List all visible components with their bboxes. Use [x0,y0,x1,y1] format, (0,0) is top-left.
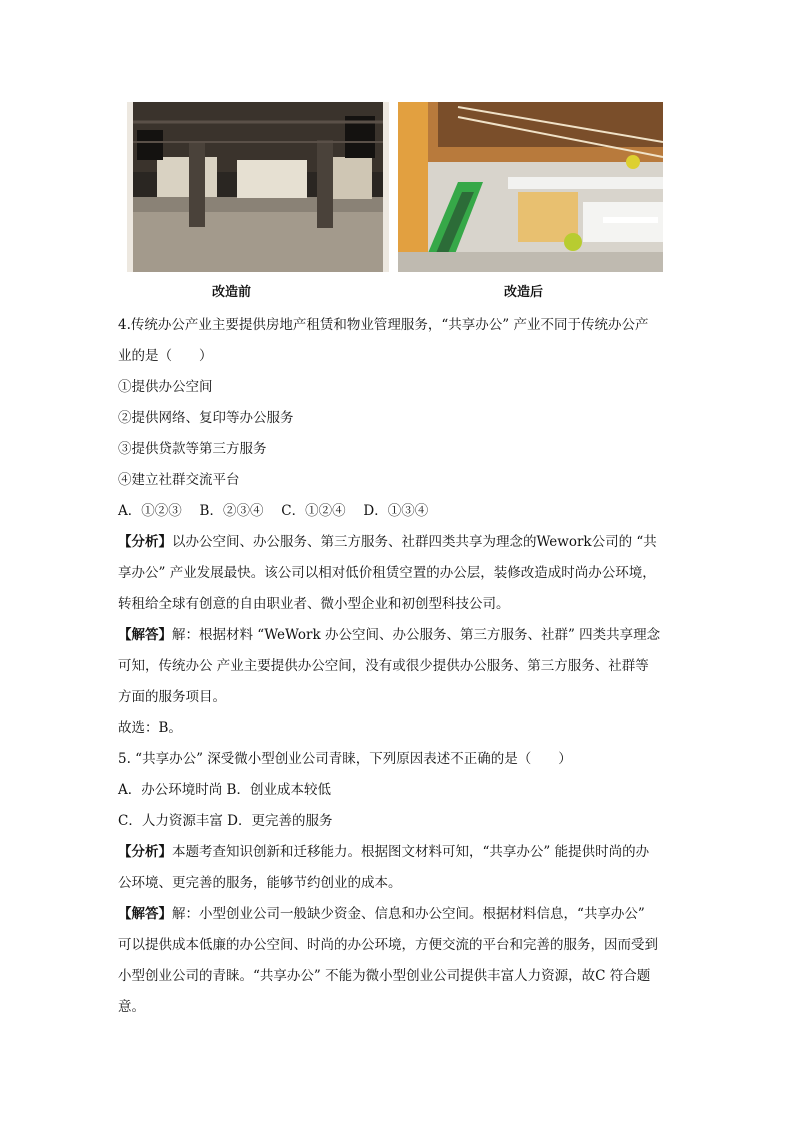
question-5-answer [118,899,678,930]
analysis-text: 以办公空间、办公服务、第三方服务、社群四类共享为理念的Wework公司的 “共 [172,534,657,550]
analysis-text: 本题考查知识创新和迁移能力。根据图文材料可知，“共享办公” 能提供时尚的办 [172,844,650,860]
question-4-item: ③提供贷款等第三方服务 [118,441,267,457]
question-5-analysis [118,837,678,868]
caption-after: 改造后 [504,285,544,300]
question-5-options: C．人力资源丰富 D．更完善的服务 [118,813,333,829]
question-4-answer [118,620,678,651]
answer-text: 解：小型创业公司一般缺少资金、信息和办公空间。根据材料信息，“共享办公” [172,906,645,922]
answer-text: 解：根据材料 “WeWork 办公空间、办公服务、第三方服务、社群” 四类共享理念 [172,627,661,643]
photo-row [127,102,667,274]
photo-office-after [398,102,663,272]
question-4-options: A．①②③ B．②③④ C．①②④ D．①③④ [118,503,429,519]
photo-office-before [127,102,389,272]
answer-text: 意。 [118,999,145,1015]
analysis-tag: 【分析】 [118,844,172,860]
analysis-tag: 【分析】 [118,534,172,550]
answer-text: 方面的服务项目。 [118,689,226,705]
analysis-text: 公环境、更完善的服务，能够节约创业的成本。 [118,875,402,891]
answer-text: 可知，传统办公 产业主要提供办公空间，没有或很少提供办公服务、第三方服务、社群等 [118,658,649,674]
question-4-choice: 故选：B。 [118,720,182,736]
question-4-stem-cont: 业的是（ ） [118,348,213,364]
answer-text: 小型创业公司的青睐。“共享办公” 不能为微小型创业公司提供丰富人力资源，故C 符合题 [118,968,651,984]
question-4-item: ②提供网络、复印等办公服务 [118,410,294,426]
document-body [118,310,678,1023]
answer-tag: 【解答】 [118,906,172,922]
question-5-stem: 5. “共享办公” 深受微小型创业公司青睐，下列原因表述不正确的是（ ） [118,751,572,767]
question-5-options: A．办公环境时尚 B．创业成本较低 [118,782,331,798]
analysis-text: 享办公” 产业发展最快。该公司以相对低价租赁空置的办公层，装修改造成时尚办公环境， [118,565,656,581]
question-4-stem: 4.传统办公产业主要提供房地产租赁和物业管理服务，“共享办公” 产业不同于传统办公产 [118,317,649,333]
question-4-analysis [118,527,678,558]
question-4-item: ①提供办公空间 [118,379,213,395]
answer-text: 可以提供成本低廉的办公空间、时尚的办公环境，方便交流的平台和完善的服务，因而受到 [118,937,658,953]
question-4-item: ④建立社群交流平台 [118,472,240,488]
caption-before: 改造前 [212,285,252,300]
answer-tag: 【解答】 [118,627,172,643]
analysis-text: 转租给全球有创意的自由职业者、微小型企业和初创型科技公司。 [118,596,510,612]
